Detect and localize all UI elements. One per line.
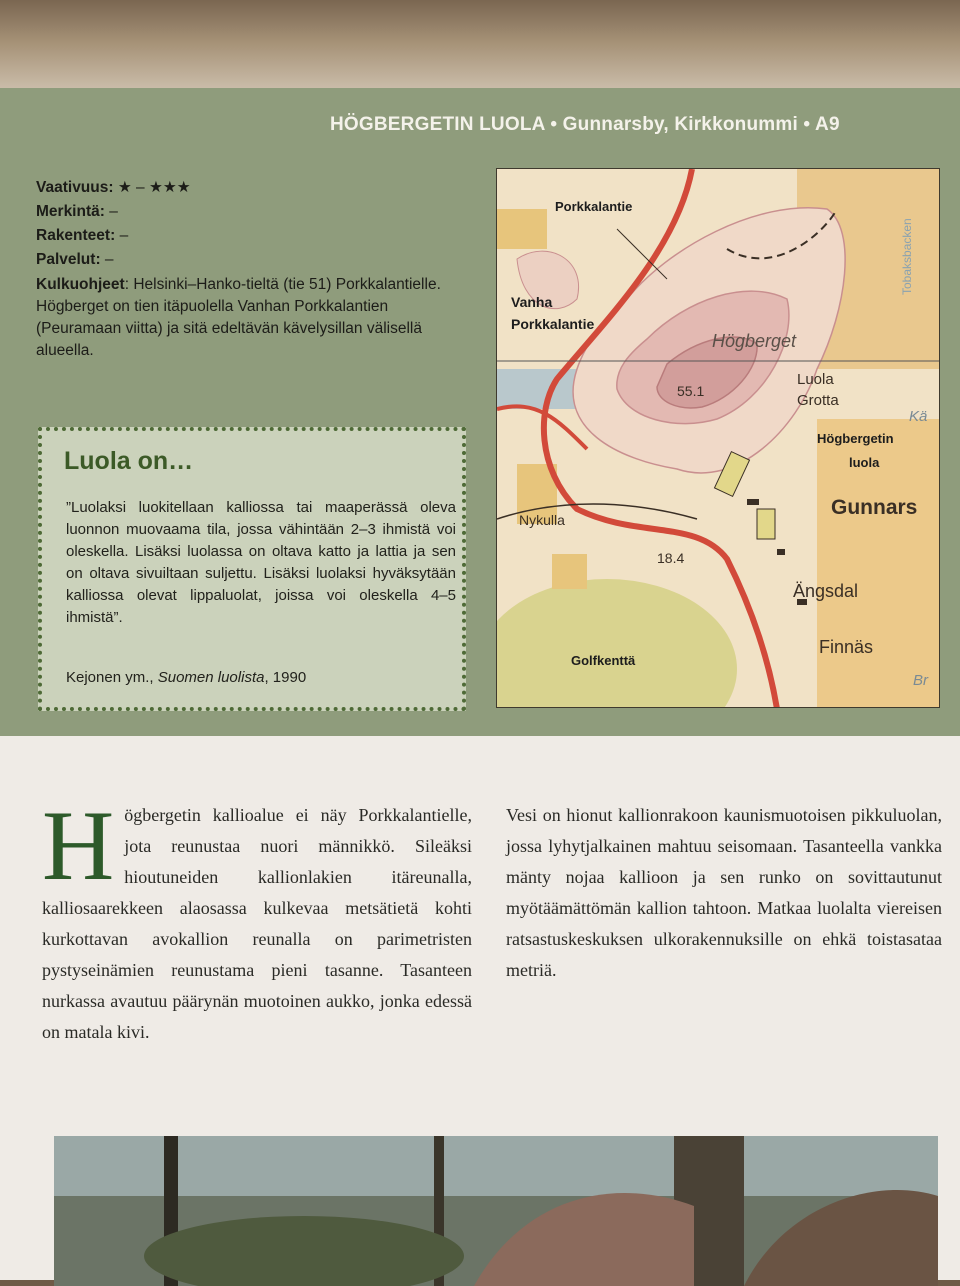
map-label-finnas: Finnäs [819,637,874,657]
article-column-2 [506,800,942,986]
map-building [747,499,759,505]
map-label-golfkentta: Golfkenttä [571,653,636,668]
page-top-edge [0,0,960,95]
map-label-angsdal: Ängsdal [793,581,859,601]
dropcap-letter: H [42,790,115,901]
structures-row [36,224,476,248]
map-label-ka: Kä [909,408,928,425]
map-golf-area [497,579,737,708]
cave-definition-quote: ”Luolaksi luokitellaan kalliossa tai maaperässä oleva luonnon muovaama tila, jossa vähintään 2–3 ihmistä voi oleskella. Lisäksi luolassa on oltava katto ja lattia ja sen on oltava sivuiltaan suljettu. Lisäksi luolaksi hyväksytään kalliossa olevat lippaluolat, joissa voi oleskella 4–5 ihmistä”. [66,499,456,626]
source-year: , 1990 [264,669,307,686]
map-label-vanha: Vanha [511,294,553,310]
map-label-luola-2: luola [849,455,880,470]
difficulty-stars: ★ – ★★★ [117,179,191,196]
services-row [36,248,476,272]
forest-photo-graphic [54,1136,938,1286]
map-field-small [552,554,587,589]
source-book-title: Suomen luolista [157,669,265,686]
directions-label: Kulkuohjeet [36,276,125,293]
forest-photo [54,1136,938,1286]
structures-label: Rakenteet: [36,227,116,244]
cave-definition-box [38,427,466,711]
directions-paragraph [36,274,476,362]
map-building [777,549,785,555]
page-header-title: HÖGBERGETIN LUOLA • Gunnarsby, Kirkkonummi • A9 [330,114,840,135]
column-2-text: Vesi on hionut kallionrakoon kaunismuotoisen pikkuluolan, jossa lyhytjalkainen mahtuu seisomaan. Tasanteella vankka mänty nojaa kallioon ja sen runko on sovittautunut myötäämättömän kallion tahtoon. Matkaa luolalta viereisen ratsastuskeskuksen ulkorakennuksille on ehkä toistasataa metriä. [506,805,942,980]
map-label-elevation-55: 55.1 [677,383,705,399]
map-label-grotta: Grotta [797,392,839,409]
marking-label: Merkintä: [36,203,105,220]
directions-text: : Helsinki–Hanko-tieltä (tie 51) Porkkalantielle. Högberget on tien itäpuolella Vanhan Porkkalantien (Peuramaan viitta) ja sitä edeltävän kävelysillan välisellä alueella. [36,276,441,359]
article-column-1 [42,790,472,1048]
map-label-hogbergetin: Högbergetin [817,431,894,446]
map-label-nykulla: Nykulla [519,512,565,528]
info-list [36,176,476,362]
marking-row [36,200,476,224]
map-riding-hall [757,509,775,539]
map-graphic [497,169,940,708]
cave-definition-source [66,669,306,686]
column-1-text: ögbergetin kallioalue ei näy Porkkalantielle, jota reunustaa nuori männikkö. Sileäksi hioutuneiden kallionlakien itäreunalla, kalliosaarekkeen alaosassa kulkevaa metsätietä kohti kurkottavan avokallion reunalla on parimetristen pystyseinämien reunustama pieni tasanne. Tasanteen nurkassa avautuu päärynän muotoinen aukko, jonka edessä on matala kivi. [42,805,472,1042]
cave-box-title: Luola on… [64,447,194,475]
map-label-br: Br [913,672,928,689]
map-label-hogberget: Högberget [712,331,797,351]
map-label-vanha-porkkalantie: Porkkalantie [511,316,595,332]
map-label-luola: Luola [797,371,834,388]
services-label: Palvelut: [36,251,101,268]
services-value: – [104,251,114,268]
map-label-porkkalantie: Porkkalantie [555,199,633,214]
map-label-gunnarsby: Gunnars [831,496,918,519]
source-author: Kejonen ym., [66,669,158,686]
difficulty-row [36,176,476,200]
topographic-map [496,168,940,708]
difficulty-label: Vaativuus: [36,179,114,196]
map-field-nw [497,209,547,249]
map-label-tobaksbacken: Tobaksbacken [900,218,914,295]
map-label-elevation-18: 18.4 [657,550,685,566]
marking-value: – [109,203,118,220]
structures-value: – [119,227,129,244]
